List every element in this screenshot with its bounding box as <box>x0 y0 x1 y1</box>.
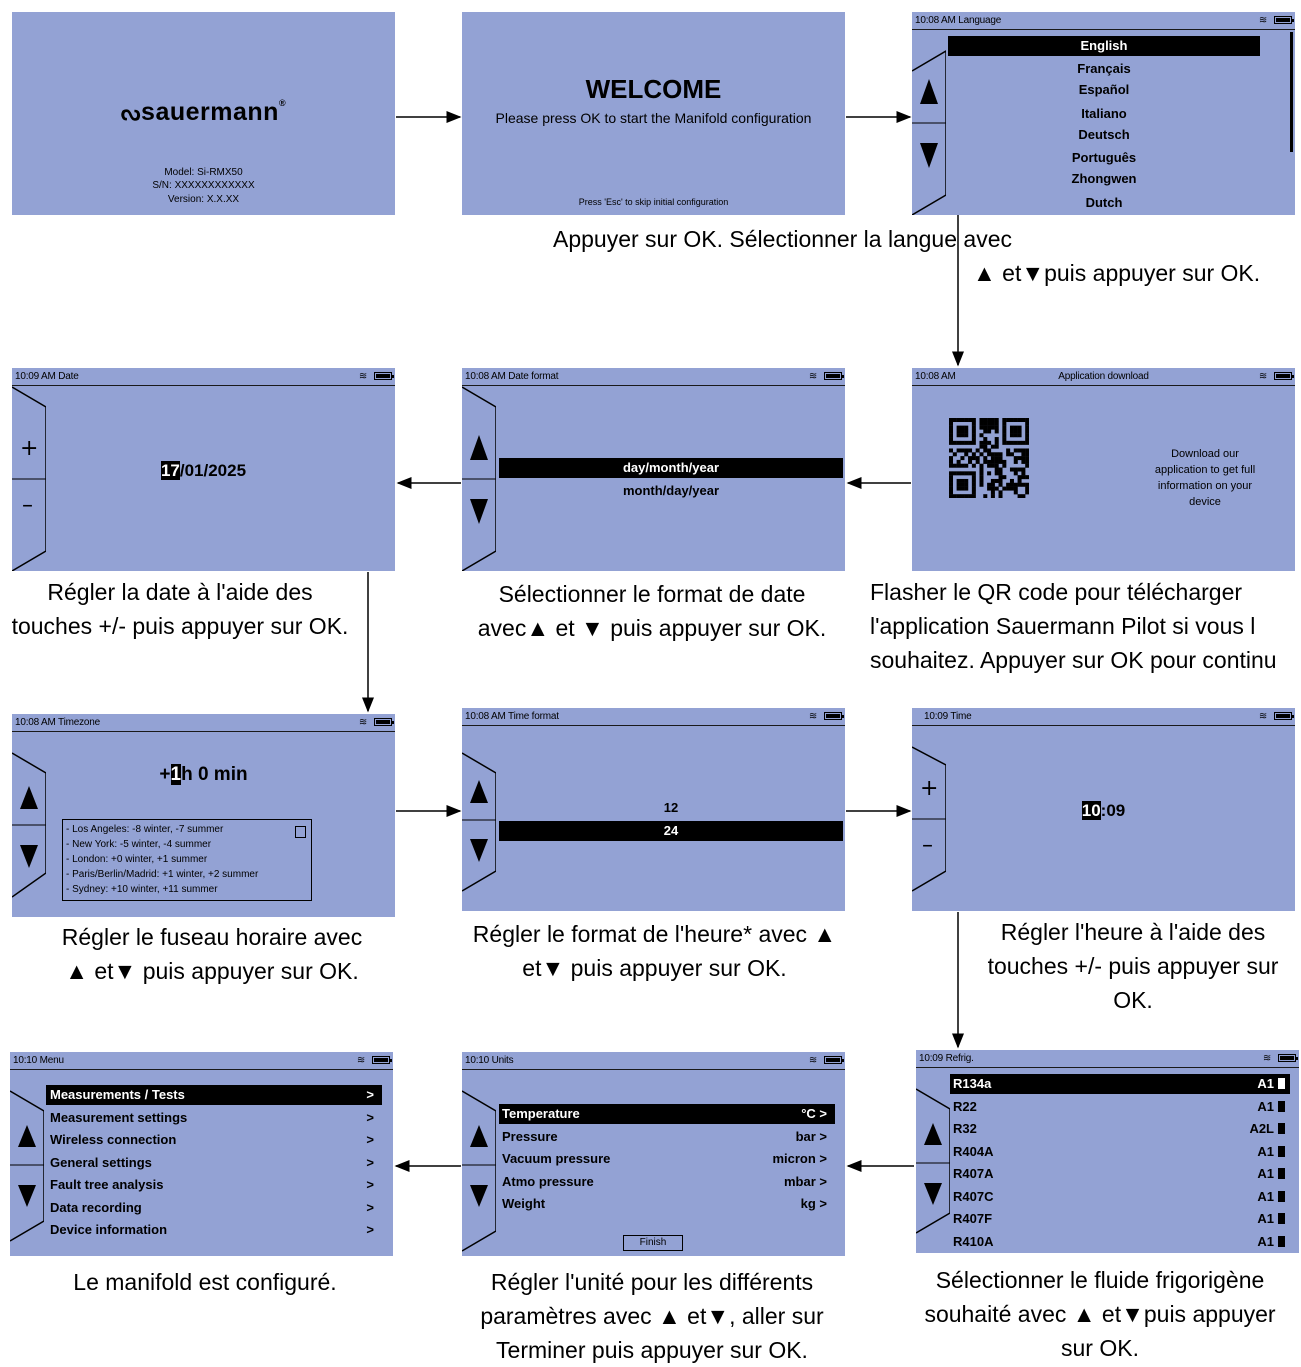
refrigerant-name: R22 <box>953 1098 977 1114</box>
caption-line: Régler l'unité pour les différents <box>490 1269 814 1295</box>
units-screen <box>462 1052 845 1256</box>
app-download-line: application to get full <box>1154 464 1256 476</box>
caption-line: souhaité avec ▲ et▼puis appuyer <box>924 1301 1276 1327</box>
down-arrow-icon <box>924 1183 942 1205</box>
caption-line: et▼ puis appuyer sur OK. <box>522 955 787 981</box>
time-cursor: 10 <box>1081 801 1101 820</box>
down-arrow-icon <box>18 1185 36 1207</box>
caption-line: Sélectionner le format de date <box>498 581 806 607</box>
timezone-value <box>12 764 395 786</box>
caption-line: paramètres avec ▲ et▼, aller sur <box>480 1303 824 1329</box>
units-row[interactable] <box>499 1127 835 1147</box>
status-text: 10:10 Units <box>465 1055 514 1066</box>
caption-timezone <box>12 920 412 988</box>
menu-item[interactable] <box>46 1108 382 1128</box>
date-value <box>12 461 395 481</box>
caption-line: Régler la date à l'aide des <box>47 579 313 605</box>
refrigerant-name: R407A <box>953 1166 994 1181</box>
finish-button[interactable]: Finish <box>623 1235 683 1251</box>
units-row[interactable] <box>499 1149 835 1169</box>
status-bar <box>12 714 395 732</box>
refrigerant-name: R407C <box>953 1188 994 1204</box>
wifi-icon: ≋ <box>1258 711 1267 722</box>
date-screen <box>12 368 395 571</box>
refrigerant-class: A1 <box>1257 1233 1274 1249</box>
refrigerant-class: A1 <box>1257 1211 1274 1226</box>
sauermann-logo: ᔓsauermann® <box>120 98 287 126</box>
refrigerant-row[interactable] <box>950 1074 1290 1094</box>
side-nav <box>912 29 946 215</box>
chevron-right-icon: > <box>366 1154 374 1170</box>
refrigerant-row[interactable] <box>950 1209 1290 1229</box>
refrigerant-name: R407F <box>953 1211 993 1226</box>
units-value: mbar > <box>784 1173 827 1189</box>
caption-line: sur OK. <box>1061 1335 1139 1361</box>
refrigerant-row[interactable] <box>950 1119 1290 1139</box>
welcome-footer: Press 'Esc' to skip initial configuration <box>578 197 729 207</box>
logo-swirl-icon: ᔓ <box>120 100 142 125</box>
status-bar <box>462 708 845 726</box>
side-nav <box>462 1069 496 1256</box>
timezone-sign: + <box>159 764 171 785</box>
units-label: Weight <box>502 1196 546 1211</box>
side-nav <box>12 731 46 917</box>
splash-version: Version: X.X.XX <box>167 194 240 205</box>
bookmark-icon <box>1278 1213 1285 1224</box>
down-arrow-icon <box>920 143 938 168</box>
caption-line: Flasher le QR code pour télécharger <box>870 579 1243 605</box>
up-arrow-icon <box>470 1125 488 1147</box>
status-text: 10:10 Menu <box>13 1055 64 1066</box>
battery-icon <box>824 372 842 380</box>
plus-icon[interactable]: + <box>920 776 939 801</box>
refrigerant-class: A1 <box>1257 1188 1274 1204</box>
splash-screen <box>12 12 395 215</box>
date-format-option[interactable]: month/day/year <box>622 483 720 498</box>
wifi-icon: ≋ <box>1258 15 1267 26</box>
caption-time-format <box>452 917 857 985</box>
wifi-icon: ≋ <box>358 371 367 382</box>
caption-line: Régler le format de l'heure* avec ▲ <box>472 921 837 947</box>
menu-item-label: Measurements / Tests <box>50 1087 185 1102</box>
battery-icon <box>372 1056 390 1064</box>
units-label: Temperature <box>502 1106 580 1121</box>
caption-date-format <box>452 577 852 645</box>
bookmark-icon <box>1278 1168 1285 1179</box>
caption-line: avec▲ et ▼ puis appuyer sur OK. <box>477 615 827 641</box>
status-bar <box>912 708 1295 726</box>
battery-icon <box>1274 712 1292 720</box>
app-download-screen <box>912 368 1295 571</box>
splash-model: Model: Si-RMX50 <box>164 167 243 178</box>
status-text: 10:08 AM Time format <box>465 711 559 722</box>
chevron-right-icon: > <box>366 1199 374 1215</box>
refrigerant-row[interactable] <box>950 1232 1290 1252</box>
status-text: 10:09 Time <box>924 711 972 722</box>
menu-item[interactable] <box>46 1085 382 1105</box>
units-row[interactable] <box>499 1172 835 1192</box>
refrigerant-class: A1 <box>1257 1076 1274 1091</box>
status-bar <box>462 368 845 386</box>
caption-line: Le manifold est configuré. <box>73 1269 337 1295</box>
status-text: 10:08 AM Language <box>915 15 1002 26</box>
date-format-option[interactable]: day/month/year <box>499 458 843 478</box>
battery-icon <box>1278 1054 1296 1062</box>
menu-item-label: Measurement settings <box>50 1109 188 1125</box>
refrigerant-class: A1 <box>1257 1098 1274 1114</box>
language-option[interactable]: Dutch <box>1085 195 1123 210</box>
chevron-right-icon: > <box>366 1109 374 1125</box>
refrigerant-name: R32 <box>953 1121 977 1136</box>
up-arrow-icon <box>924 1123 942 1145</box>
menu-item-label: General settings <box>50 1154 152 1170</box>
caption-units <box>452 1265 852 1367</box>
language-option[interactable]: Zhongwen <box>1071 171 1137 186</box>
status-bar <box>10 1052 393 1070</box>
wifi-icon: ≋ <box>808 711 817 722</box>
timezone-rest: h 0 min <box>181 764 248 785</box>
menu-item-label: Wireless connection <box>50 1132 177 1147</box>
language-option[interactable]: Español <box>1078 82 1130 97</box>
time-format-option[interactable]: 12 <box>663 800 679 815</box>
refrigerant-row[interactable] <box>950 1164 1290 1184</box>
battery-icon <box>374 372 392 380</box>
units-label: Pressure <box>502 1128 558 1144</box>
welcome-screen <box>462 12 845 215</box>
units-value: micron > <box>772 1151 827 1166</box>
chevron-right-icon: > <box>366 1177 374 1192</box>
refrigerant-class: A1 <box>1257 1166 1274 1181</box>
date-rest: /01/2025 <box>179 461 247 480</box>
refrigerant-row[interactable] <box>950 1142 1290 1162</box>
caption-time <box>965 915 1301 1017</box>
time-value <box>912 801 1295 821</box>
time-screen <box>912 708 1295 911</box>
units-value: °C > <box>801 1106 827 1121</box>
up-arrow-icon <box>920 79 938 104</box>
minus-icon[interactable]: – <box>22 493 33 518</box>
units-value: kg > <box>800 1196 827 1211</box>
timezone-cursor: 1 <box>170 764 182 785</box>
status-bar <box>462 1052 845 1070</box>
timezone-help-line: - New York: -5 winter, -4 summer <box>66 839 212 850</box>
menu-item[interactable] <box>46 1220 382 1240</box>
menu-item-label: Device information <box>50 1222 168 1237</box>
app-download-line: device <box>1189 496 1221 508</box>
battery-icon <box>824 712 842 720</box>
bookmark-icon <box>1278 1191 1285 1202</box>
time-rest: :09 <box>1100 801 1126 820</box>
chevron-right-icon: > <box>366 1222 374 1237</box>
welcome-title: WELCOME <box>585 74 722 104</box>
wifi-icon: ≋ <box>808 1055 817 1066</box>
language-option[interactable]: Français <box>1077 61 1131 76</box>
timezone-help-line: - Paris/Berlin/Madrid: +1 winter, +2 summer <box>66 869 259 880</box>
side-nav <box>10 1069 44 1256</box>
date-format-screen <box>462 368 845 571</box>
welcome-subtitle: Please press OK to start the Manifold configuration <box>495 110 812 126</box>
units-label: Atmo pressure <box>502 1173 594 1189</box>
bookmark-icon <box>1278 1101 1285 1112</box>
status-bar <box>912 12 1295 30</box>
timezone-help-line: - Los Angeles: -8 winter, -7 summer <box>66 824 224 835</box>
minus-icon[interactable]: – <box>922 833 933 858</box>
menu-item[interactable] <box>46 1198 382 1218</box>
refrigerant-class: A2L <box>1249 1121 1274 1136</box>
status-text: 10:09 Refrig. <box>919 1053 974 1064</box>
caption-line: souhaitez. Appuyer sur OK pour continu <box>870 647 1277 673</box>
caption-date <box>0 575 360 643</box>
bookmark-icon <box>1278 1123 1285 1134</box>
refrigerant-row[interactable] <box>950 1187 1290 1207</box>
chevron-right-icon: > <box>366 1087 374 1102</box>
language-option[interactable]: English <box>948 36 1260 56</box>
caption-app-download <box>870 575 1301 677</box>
qr-code <box>949 418 1029 498</box>
status-bar <box>912 368 1295 386</box>
wifi-icon: ≋ <box>1262 1053 1271 1064</box>
wifi-icon: ≋ <box>358 717 367 728</box>
side-nav <box>462 385 496 571</box>
battery-icon <box>1274 16 1292 24</box>
scroll-indicator-icon <box>295 826 306 838</box>
status-bar <box>916 1050 1299 1068</box>
refrigerant-row[interactable] <box>950 1097 1290 1117</box>
refrigerant-name: R134a <box>953 1076 992 1091</box>
caption-menu <box>10 1265 400 1299</box>
units-row[interactable] <box>499 1104 835 1124</box>
caption-line: l'application Sauermann Pilot si vous l <box>870 613 1256 639</box>
caption-line: Régler le fuseau horaire avec <box>61 924 363 950</box>
plus-icon[interactable]: + <box>20 436 39 461</box>
menu-item-label: Data recording <box>50 1199 142 1215</box>
timezone-help-list <box>66 822 258 897</box>
menu-item[interactable] <box>46 1153 382 1173</box>
caption-line: ▲ et▼puis appuyer sur OK. <box>973 260 1261 286</box>
app-download-line: Download our <box>1171 448 1239 460</box>
down-arrow-icon <box>20 845 38 868</box>
chevron-right-icon: > <box>366 1132 374 1147</box>
side-nav <box>462 725 496 911</box>
menu-item-label: Fault tree analysis <box>50 1177 164 1192</box>
caption-line: Appuyer sur OK. Sélectionner la langue avec <box>553 226 1012 252</box>
battery-icon <box>824 1056 842 1064</box>
status-text: 10:08 AM Timezone <box>15 717 100 728</box>
caption-line: Régler l'heure à l'aide des <box>1000 919 1266 945</box>
down-arrow-icon <box>470 839 488 862</box>
down-arrow-icon <box>470 1185 488 1207</box>
caption-line: ▲ et▼ puis appuyer sur OK. <box>65 958 359 984</box>
battery-icon <box>1274 372 1292 380</box>
caption-line: Sélectionner le fluide frigorigène <box>935 1267 1265 1293</box>
scrollbar[interactable] <box>1290 32 1293 152</box>
battery-icon <box>374 718 392 726</box>
caption-line: Terminer puis appuyer sur OK. <box>496 1337 808 1363</box>
bookmark-icon <box>1278 1236 1285 1247</box>
status-text: 10:09 AM Date <box>15 371 79 382</box>
status-title: Application download <box>1058 371 1149 382</box>
up-arrow-icon <box>20 786 38 809</box>
timezone-help-line: - London: +0 winter, +1 summer <box>66 854 208 865</box>
app-download-line: information on your <box>1157 480 1253 492</box>
timezone-help-box <box>62 819 312 901</box>
refrigerant-name: R404A <box>953 1143 994 1159</box>
app-download-text <box>1140 446 1270 510</box>
splash-serial: S/N: XXXXXXXXXXXX <box>152 180 255 191</box>
menu-item[interactable] <box>46 1130 382 1150</box>
units-label: Vacuum pressure <box>502 1151 611 1166</box>
time-format-option[interactable]: 24 <box>499 821 843 841</box>
units-row[interactable] <box>499 1194 835 1214</box>
units-value: bar > <box>795 1128 827 1144</box>
wifi-icon: ≋ <box>808 371 817 382</box>
status-bar <box>12 368 395 386</box>
status-time: 10:08 AM <box>915 371 956 382</box>
wifi-icon: ≋ <box>356 1055 365 1066</box>
timezone-help-line: - Sydney: +10 winter, +11 summer <box>66 884 218 895</box>
status-text: 10:08 AM Date format <box>465 371 559 382</box>
up-arrow-icon <box>470 780 488 803</box>
caption-language <box>553 222 1293 290</box>
date-cursor: 17 <box>160 461 180 480</box>
caption-line: OK. <box>1113 987 1153 1013</box>
side-nav <box>916 1067 950 1253</box>
menu-item[interactable] <box>46 1175 382 1195</box>
refrigerant-class: A1 <box>1257 1143 1274 1159</box>
bookmark-icon <box>1278 1146 1285 1157</box>
language-option[interactable]: Italiano <box>1081 106 1127 121</box>
menu-screen <box>10 1052 393 1256</box>
refrigerant-screen <box>916 1050 1299 1253</box>
language-option[interactable]: Português <box>1071 150 1137 165</box>
timezone-screen <box>12 714 395 917</box>
up-arrow-icon <box>470 435 488 460</box>
caption-line: touches +/- puis appuyer sur <box>987 953 1279 979</box>
down-arrow-icon <box>470 499 488 524</box>
refrigerant-name: R410A <box>953 1233 994 1249</box>
wifi-icon: ≋ <box>1258 371 1267 382</box>
language-option[interactable]: Deutsch <box>1078 127 1130 142</box>
caption-refrigerant <box>900 1263 1300 1365</box>
caption-line: touches +/- puis appuyer sur OK. <box>11 613 349 639</box>
time-format-screen <box>462 708 845 911</box>
language-screen <box>912 12 1295 215</box>
bookmark-icon <box>1278 1078 1285 1089</box>
up-arrow-icon <box>18 1125 36 1147</box>
